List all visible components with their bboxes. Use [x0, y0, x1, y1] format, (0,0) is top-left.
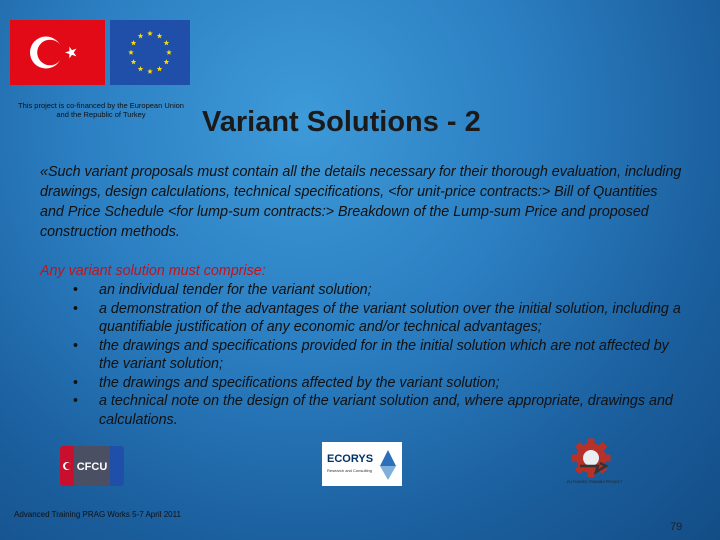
eu-star-icon [147, 31, 153, 36]
list-item-text: the drawings and specifications provided for in the initial solution which are not affected by the variant solution; [99, 337, 669, 372]
bullet-icon: • [73, 374, 79, 391]
list-item [70, 281, 685, 300]
eu-star-icon [138, 66, 144, 71]
bullet-icon: • [73, 337, 79, 354]
turkey-flag-icon [10, 20, 105, 85]
eu-star-icon [166, 50, 172, 55]
intro-paragraph: «Such variant proposals must contain all the details necessary for their thorough evaluation, including drawings, design calculations, technical specifications, <for unit-price contracts:> Bill of Quantities and Price Schedule <for lump-sum contracts:> Breakdown of the Lump-sum Price and proposed construction methods. [40, 164, 682, 240]
bullet-icon: • [73, 300, 79, 317]
ecorys-logo-text: ECORYS [327, 453, 374, 465]
list-item-text: the drawings and specifications affected by the variant solution; [99, 374, 500, 391]
ecorys-logo [322, 442, 402, 486]
cofinance-line-2: and the Republic of Turkey [56, 110, 146, 119]
cofinance-note [6, 101, 196, 119]
bullet-icon: • [73, 393, 79, 409]
list-item-text: a technical note on the design of the variant solution and, where appropriate, drawings and calculations. [99, 393, 673, 428]
list-item-text: a demonstration of the advantages of the variant solution over the initial solution, including a quantifiable justification of any economic and/or technical advantages; [99, 300, 681, 335]
ecorys-tagline: Research and Consulting [327, 468, 372, 473]
list-item [70, 337, 685, 374]
page-number: 79 [670, 521, 683, 533]
requirements-list [70, 281, 685, 429]
eu-star-icon [131, 40, 137, 45]
footer-text: Advanced Training PRAG Works 5-7 April 2011 [14, 510, 181, 519]
eu-star-icon [138, 33, 144, 38]
eu-star-icon [164, 40, 170, 45]
eu-star-icon [164, 59, 170, 64]
cfcu-logo-text: CFCU [76, 461, 108, 473]
eu-star-icon [157, 66, 163, 71]
list-item [70, 300, 685, 337]
cofinance-line-1: This project is co-financed by the European Union [18, 101, 184, 110]
slide-title: Variant Solutions - 2 [202, 106, 481, 138]
eu-star-icon [147, 69, 153, 74]
gear-logo-icon [566, 436, 624, 484]
list-item [70, 392, 685, 429]
list-item [70, 374, 685, 393]
eu-star-icon [131, 59, 137, 64]
gear-logo-caption: EU FUNDED TRAINING PROJECT [567, 480, 623, 484]
requirements-heading: Any variant solution must comprise: [40, 263, 266, 279]
list-item-text: an individual tender for the variant solution; [99, 282, 372, 298]
eu-flag-icon [110, 20, 190, 85]
eu-star-icon [128, 50, 134, 55]
bullet-icon: • [73, 282, 79, 298]
cfcu-logo [60, 446, 124, 486]
eu-star-icon [157, 33, 163, 38]
